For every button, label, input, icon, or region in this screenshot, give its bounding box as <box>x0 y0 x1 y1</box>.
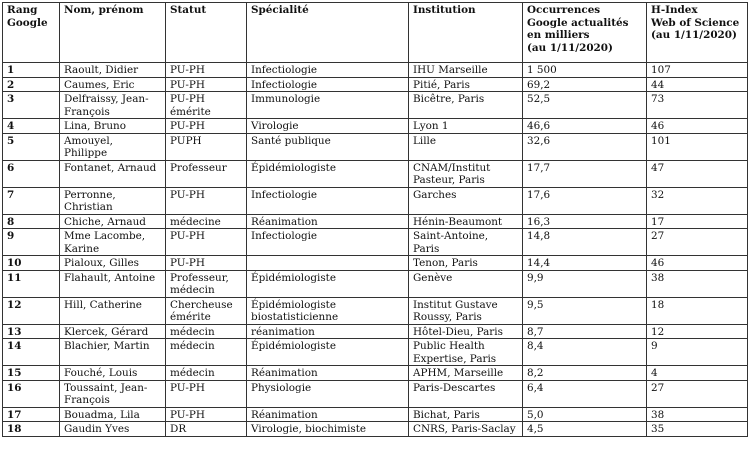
cell-name: Bouadma, Lila <box>60 407 166 422</box>
cell-statut: médecin <box>166 324 247 339</box>
table-row <box>3 187 748 214</box>
table-row <box>3 92 748 119</box>
cell-h-index: 101 <box>647 133 748 160</box>
table-row <box>3 229 748 256</box>
cell-statut: PUPH <box>166 133 247 160</box>
cell-specialite: Virologie, biochimiste <box>247 422 409 437</box>
cell-institution: Lyon 1 <box>409 119 523 134</box>
cell-rank: 3 <box>3 92 60 119</box>
cell-statut: médecine <box>166 214 247 229</box>
cell-h-index: 12 <box>647 324 748 339</box>
cell-occurrences: 16,3 <box>523 214 647 229</box>
cell-occurrences: 14,8 <box>523 229 647 256</box>
cell-rank: 16 <box>3 380 60 407</box>
cell-specialite: Physiologie <box>247 380 409 407</box>
ranking-table <box>2 2 748 437</box>
cell-institution: Pitié, Paris <box>409 77 523 92</box>
cell-h-index: 17 <box>647 214 748 229</box>
cell-statut: PU-PH <box>166 77 247 92</box>
cell-name: Hill, Catherine <box>60 297 166 324</box>
cell-specialite: Infectiologie <box>247 229 409 256</box>
cell-statut: Professeur, médecin <box>166 270 247 297</box>
cell-institution: CNRS, Paris-Saclay <box>409 422 523 437</box>
cell-specialite: Santé publique <box>247 133 409 160</box>
cell-rank: 2 <box>3 77 60 92</box>
table-row <box>3 133 748 160</box>
cell-name: Fontanet, Arnaud <box>60 160 166 187</box>
header-specialite: Spécialité <box>247 3 409 63</box>
cell-specialite: Réanimation <box>247 214 409 229</box>
cell-h-index: 46 <box>647 119 748 134</box>
cell-institution: Bichat, Paris <box>409 407 523 422</box>
cell-specialite: Épidémiologiste <box>247 339 409 366</box>
cell-occurrences: 46,6 <box>523 119 647 134</box>
table-row <box>3 256 748 271</box>
table-row <box>3 380 748 407</box>
cell-occurrences: 4,5 <box>523 422 647 437</box>
header-row <box>3 3 748 63</box>
cell-h-index: 32 <box>647 187 748 214</box>
cell-name: Gaudin Yves <box>60 422 166 437</box>
cell-rank: 5 <box>3 133 60 160</box>
cell-occurrences: 9,5 <box>523 297 647 324</box>
header-h-index: H-Index Web of Science (au 1/11/2020) <box>647 3 748 63</box>
cell-h-index: 47 <box>647 160 748 187</box>
table-row <box>3 77 748 92</box>
cell-name: Amouyel, Philippe <box>60 133 166 160</box>
cell-occurrences: 52,5 <box>523 92 647 119</box>
cell-rank: 18 <box>3 422 60 437</box>
cell-h-index: 73 <box>647 92 748 119</box>
cell-specialite: Infectiologie <box>247 187 409 214</box>
cell-name: Chiche, Arnaud <box>60 214 166 229</box>
cell-name: Raoult, Didier <box>60 63 166 78</box>
cell-rank: 12 <box>3 297 60 324</box>
cell-specialite: Infectiologie <box>247 63 409 78</box>
cell-institution: Lille <box>409 133 523 160</box>
cell-name: Pialoux, Gilles <box>60 256 166 271</box>
cell-h-index: 35 <box>647 422 748 437</box>
cell-rank: 4 <box>3 119 60 134</box>
cell-name: Mme Lacombe, Karine <box>60 229 166 256</box>
cell-occurrences: 1 500 <box>523 63 647 78</box>
cell-rank: 1 <box>3 63 60 78</box>
cell-specialite: Infectiologie <box>247 77 409 92</box>
cell-statut: PU-PH <box>166 380 247 407</box>
header-statut: Statut <box>166 3 247 63</box>
cell-occurrences: 14,4 <box>523 256 647 271</box>
cell-specialite: Immunologie <box>247 92 409 119</box>
cell-occurrences: 8,7 <box>523 324 647 339</box>
table-row <box>3 214 748 229</box>
table-row <box>3 297 748 324</box>
cell-institution: Garches <box>409 187 523 214</box>
cell-occurrences: 8,2 <box>523 366 647 381</box>
cell-institution: APHM, Marseille <box>409 366 523 381</box>
cell-h-index: 38 <box>647 270 748 297</box>
cell-occurrences: 8,4 <box>523 339 647 366</box>
cell-rank: 15 <box>3 366 60 381</box>
cell-name: Flahault, Antoine <box>60 270 166 297</box>
cell-name: Klercek, Gérard <box>60 324 166 339</box>
cell-name: Blachier, Martin <box>60 339 166 366</box>
cell-h-index: 27 <box>647 229 748 256</box>
cell-h-index: 4 <box>647 366 748 381</box>
cell-specialite: Réanimation <box>247 407 409 422</box>
cell-rank: 7 <box>3 187 60 214</box>
table-row <box>3 63 748 78</box>
table-row <box>3 339 748 366</box>
cell-statut: PU-PH <box>166 407 247 422</box>
table-row <box>3 270 748 297</box>
cell-institution: Hôtel-Dieu, Paris <box>409 324 523 339</box>
cell-specialite: Épidémiologiste biostatisticienne <box>247 297 409 324</box>
cell-rank: 10 <box>3 256 60 271</box>
cell-institution: IHU Marseille <box>409 63 523 78</box>
cell-specialite: Épidémiologiste <box>247 160 409 187</box>
cell-occurrences: 32,6 <box>523 133 647 160</box>
table-row <box>3 119 748 134</box>
cell-occurrences: 9,9 <box>523 270 647 297</box>
cell-statut: PU-PH <box>166 119 247 134</box>
cell-occurrences: 6,4 <box>523 380 647 407</box>
header-nom: Nom, prénom <box>60 3 166 63</box>
cell-statut: médecin <box>166 339 247 366</box>
cell-institution: Genève <box>409 270 523 297</box>
cell-rank: 6 <box>3 160 60 187</box>
cell-specialite: réanimation <box>247 324 409 339</box>
cell-specialite <box>247 256 409 271</box>
cell-name: Delfraissy, Jean- François <box>60 92 166 119</box>
cell-rank: 17 <box>3 407 60 422</box>
cell-specialite: Épidémiologiste <box>247 270 409 297</box>
header-occurrences: Occurrences Google actualités en milliers (au 1/11/2020) <box>523 3 647 63</box>
cell-h-index: 38 <box>647 407 748 422</box>
cell-rank: 9 <box>3 229 60 256</box>
cell-occurrences: 17,6 <box>523 187 647 214</box>
cell-h-index: 44 <box>647 77 748 92</box>
cell-occurrences: 5,0 <box>523 407 647 422</box>
cell-rank: 11 <box>3 270 60 297</box>
cell-statut: PU-PH émérite <box>166 92 247 119</box>
cell-institution: Institut Gustave Roussy, Paris <box>409 297 523 324</box>
cell-rank: 14 <box>3 339 60 366</box>
table-row <box>3 366 748 381</box>
cell-institution: Paris-Descartes <box>409 380 523 407</box>
cell-h-index: 9 <box>647 339 748 366</box>
cell-institution: Tenon, Paris <box>409 256 523 271</box>
cell-institution: Bicêtre, Paris <box>409 92 523 119</box>
cell-statut: PU-PH <box>166 63 247 78</box>
cell-name: Toussaint, Jean- François <box>60 380 166 407</box>
cell-name: Fouché, Louis <box>60 366 166 381</box>
cell-statut: Professeur <box>166 160 247 187</box>
cell-occurrences: 17,7 <box>523 160 647 187</box>
header-institution: Institution <box>409 3 523 63</box>
table-row <box>3 407 748 422</box>
cell-statut: Chercheuse émérite <box>166 297 247 324</box>
cell-name: Lina, Bruno <box>60 119 166 134</box>
cell-statut: PU-PH <box>166 187 247 214</box>
cell-statut: PU-PH <box>166 229 247 256</box>
cell-h-index: 18 <box>647 297 748 324</box>
cell-statut: DR <box>166 422 247 437</box>
cell-specialite: Virologie <box>247 119 409 134</box>
cell-rank: 13 <box>3 324 60 339</box>
cell-name: Caumes, Eric <box>60 77 166 92</box>
table-row <box>3 160 748 187</box>
cell-statut: PU-PH <box>166 256 247 271</box>
cell-institution: CNAM/Institut Pasteur, Paris <box>409 160 523 187</box>
table-row <box>3 422 748 437</box>
cell-h-index: 107 <box>647 63 748 78</box>
cell-institution: Public Health Expertise, Paris <box>409 339 523 366</box>
cell-specialite: Réanimation <box>247 366 409 381</box>
cell-statut: médecin <box>166 366 247 381</box>
cell-occurrences: 69,2 <box>523 77 647 92</box>
cell-h-index: 46 <box>647 256 748 271</box>
header-rang: Rang Google <box>3 3 60 63</box>
cell-institution: Hénin-Beaumont <box>409 214 523 229</box>
cell-h-index: 27 <box>647 380 748 407</box>
cell-name: Perronne, Christian <box>60 187 166 214</box>
table-row <box>3 324 748 339</box>
cell-institution: Saint-Antoine, Paris <box>409 229 523 256</box>
cell-rank: 8 <box>3 214 60 229</box>
